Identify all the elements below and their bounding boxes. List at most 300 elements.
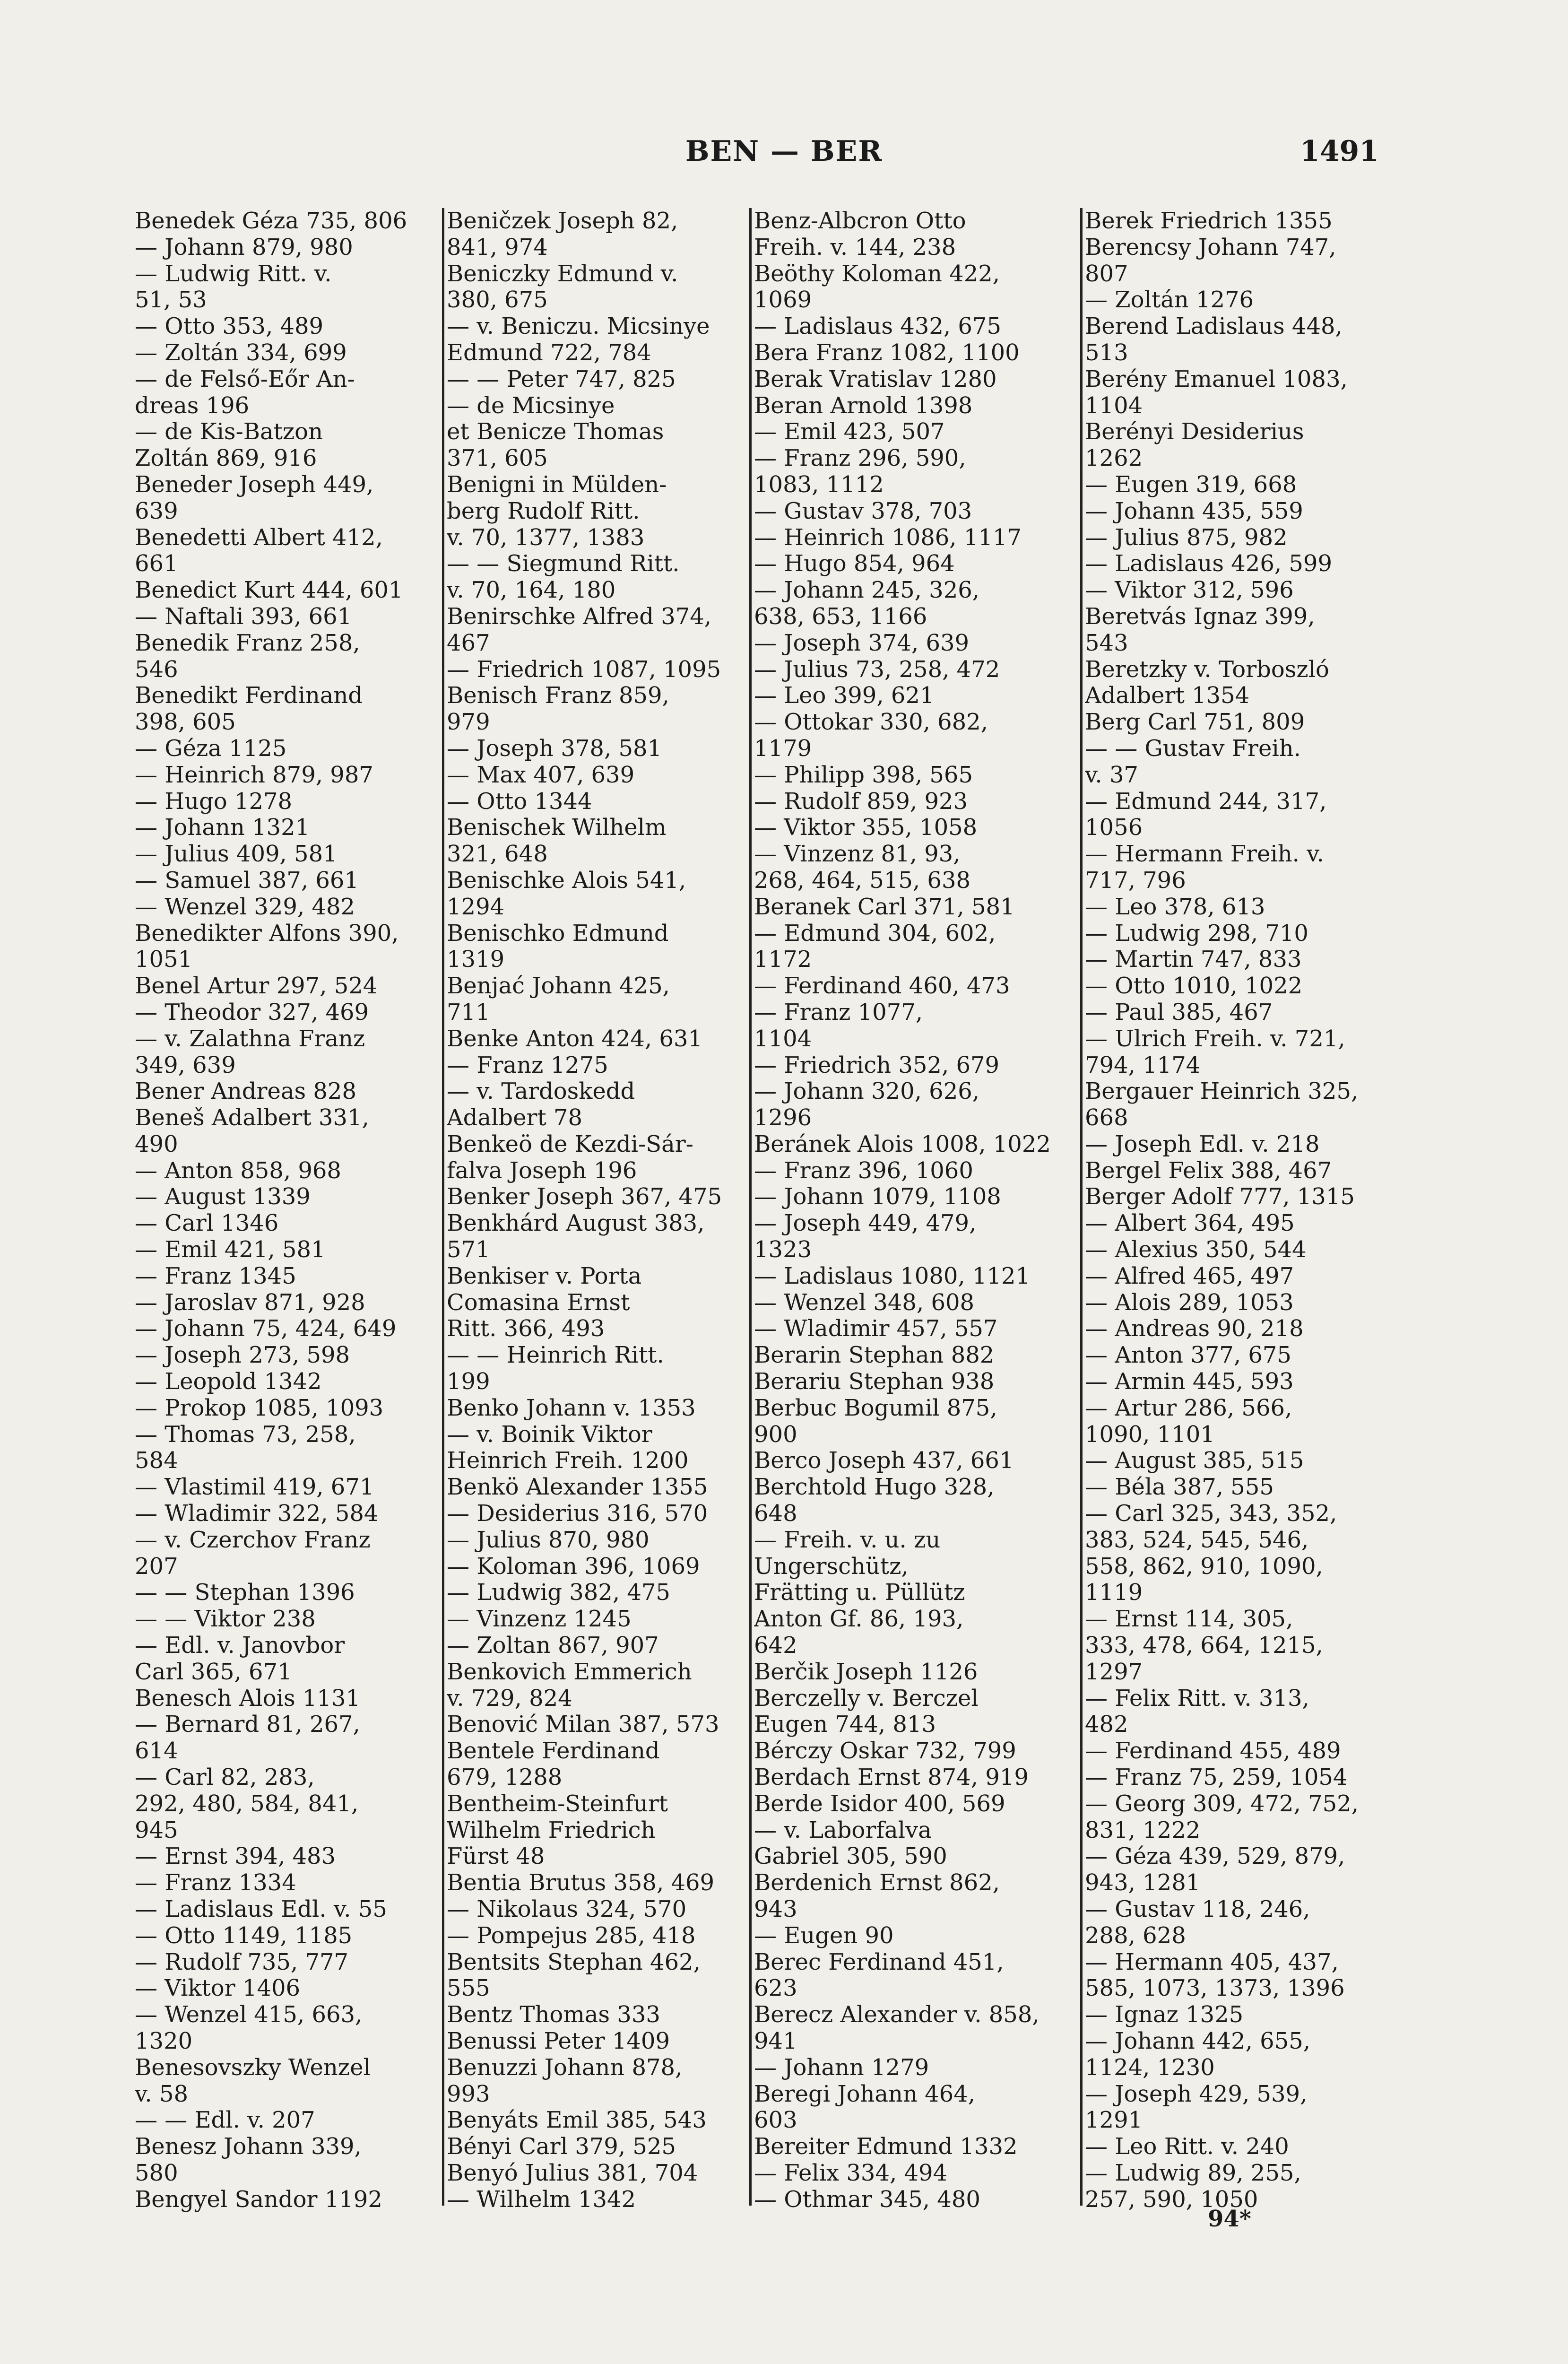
entry-line: 648 bbox=[754, 1501, 797, 1527]
entry-line: — Vinzenz 1245 bbox=[447, 1606, 632, 1633]
entry-line: — Ignaz 1325 bbox=[1085, 2002, 1244, 2028]
entry-line: 371, 605 bbox=[447, 445, 548, 472]
entry-line: — Johann 1079, 1108 bbox=[754, 1184, 1001, 1210]
entry-line: — Ludwig 382, 475 bbox=[447, 1580, 670, 1606]
entry-line: 333, 478, 664, 1215, bbox=[1085, 1633, 1323, 1659]
page-number: 1491 bbox=[1300, 135, 1379, 168]
entry-line: — Edl. v. Janovbor bbox=[135, 1633, 345, 1659]
entry-line: — Zoltán 334, 699 bbox=[135, 339, 347, 366]
entry-line: 199 bbox=[447, 1369, 490, 1395]
entry-line: 1320 bbox=[135, 2028, 193, 2054]
entry-line: — Anton 377, 675 bbox=[1085, 1342, 1291, 1369]
entry-line: — Max 407, 639 bbox=[447, 762, 635, 788]
entry-line: Berec Ferdinand 451, bbox=[754, 1949, 1004, 1975]
entry-line: falva Joseph 196 bbox=[447, 1157, 637, 1184]
entry-line: Benkiser v. Porta bbox=[447, 1263, 642, 1289]
entry-line: 513 bbox=[1085, 339, 1128, 366]
entry-line: — Johann 1321 bbox=[135, 815, 310, 841]
entry-line: Beran Arnold 1398 bbox=[754, 392, 973, 419]
entry-line: Bergauer Heinrich 325, bbox=[1085, 1078, 1359, 1105]
entry-line: — Ulrich Freih. v. 721, bbox=[1085, 1026, 1345, 1052]
entry-line: 979 bbox=[447, 709, 490, 736]
entry-line: 807 bbox=[1085, 261, 1128, 287]
entry-line: Ungerschütz, bbox=[754, 1553, 909, 1580]
entry-line: — Alfred 465, 497 bbox=[1085, 1263, 1294, 1289]
entry-line: — Heinrich 1086, 1117 bbox=[754, 524, 1022, 551]
entry-line: 642 bbox=[754, 1633, 797, 1659]
entry-line: 383, 524, 545, 546, bbox=[1085, 1527, 1309, 1553]
entry-line: — — Edl. v. 207 bbox=[135, 2107, 315, 2134]
entry-line: Bényi Carl 379, 525 bbox=[447, 2134, 676, 2160]
entry-line: — Jaroslav 871, 928 bbox=[135, 1289, 365, 1316]
entry-line: — — Peter 747, 825 bbox=[447, 366, 676, 392]
column-2 bbox=[447, 208, 749, 2213]
entry-line: — Naftali 393, 661 bbox=[135, 603, 352, 630]
entry-line: 546 bbox=[135, 656, 178, 683]
entry-line: 1090, 1101 bbox=[1085, 1421, 1215, 1448]
running-header: BEN — BER bbox=[685, 135, 883, 168]
entry-line: — Julius 875, 982 bbox=[1085, 524, 1288, 551]
entry-line: — Johann 879, 980 bbox=[135, 234, 353, 261]
entry-line: Bengyel Sandor 1192 bbox=[135, 2186, 382, 2213]
entry-line: — Friedrich 352, 679 bbox=[754, 1052, 1000, 1078]
entry-line: Benović Milan 387, 573 bbox=[447, 1712, 719, 1738]
entry-line: Berger Adolf 777, 1315 bbox=[1085, 1184, 1355, 1210]
entry-line: Adalbert 1354 bbox=[1085, 683, 1250, 709]
entry-line: — Alois 289, 1053 bbox=[1085, 1289, 1294, 1316]
entry-line: Beretzky v. Torboszló bbox=[1085, 656, 1329, 683]
entry-line: Benedikt Ferdinand bbox=[135, 683, 363, 709]
entry-line: Benedict Kurt 444, 601 bbox=[135, 577, 403, 604]
entry-line: — — Gustav Freih. bbox=[1085, 735, 1301, 762]
entry-line: Wilhelm Friedrich bbox=[447, 1817, 656, 1843]
entry-line: v. 729, 824 bbox=[447, 1685, 572, 1712]
entry-line: — — Heinrich Ritt. bbox=[447, 1342, 664, 1369]
entry-line: — Philipp 398, 565 bbox=[754, 762, 973, 788]
entry-line: Bérczy Oskar 732, 799 bbox=[754, 1738, 1016, 1764]
entry-line: Bentsits Stephan 462, bbox=[447, 1949, 701, 1975]
entry-line: 321, 648 bbox=[447, 841, 548, 868]
entry-line: 1323 bbox=[754, 1237, 812, 1263]
entry-line: — Franz 1345 bbox=[135, 1263, 296, 1289]
entry-line: — Johann 442, 655, bbox=[1085, 2028, 1311, 2054]
entry-line: Gabriel 305, 590 bbox=[754, 1843, 947, 1870]
entry-line: Benischko Edmund bbox=[447, 920, 669, 947]
entry-line: — Franz 1334 bbox=[135, 1870, 296, 1896]
entry-line: — v. Zalathna Franz bbox=[135, 1026, 365, 1052]
entry-line: — Joseph 429, 539, bbox=[1085, 2081, 1308, 2107]
entry-line: — Felix Ritt. v. 313, bbox=[1085, 1685, 1309, 1712]
entry-line: — Eugen 90 bbox=[754, 1922, 894, 1949]
entry-line: — Viktor 312, 596 bbox=[1085, 577, 1294, 604]
entry-line: Bentz Thomas 333 bbox=[447, 2002, 660, 2028]
entry-line: 668 bbox=[1085, 1105, 1128, 1131]
entry-line: — Joseph 378, 581 bbox=[447, 735, 662, 762]
entry-line: — Wenzel 348, 608 bbox=[754, 1289, 975, 1316]
entry-line: Benel Artur 297, 524 bbox=[135, 973, 378, 999]
entry-line: 585, 1073, 1373, 1396 bbox=[1085, 1975, 1345, 2002]
entry-line: 1319 bbox=[447, 947, 505, 973]
entry-line: 1056 bbox=[1085, 815, 1143, 841]
entry-line: — Prokop 1085, 1093 bbox=[135, 1395, 384, 1421]
entry-line: Berg Carl 751, 809 bbox=[1085, 709, 1305, 736]
column-1 bbox=[135, 208, 437, 2213]
entry-line: 623 bbox=[754, 1975, 797, 2002]
entry-line: — Albert 364, 495 bbox=[1085, 1210, 1295, 1237]
entry-line: — Wladimir 322, 584 bbox=[135, 1501, 379, 1527]
entry-line: 543 bbox=[1085, 630, 1128, 656]
entry-line: 841, 974 bbox=[447, 234, 548, 261]
entry-line: — August 1339 bbox=[135, 1184, 311, 1210]
entry-line: — Ferdinand 455, 489 bbox=[1085, 1738, 1341, 1764]
entry-line: — — Siegmund Ritt. bbox=[447, 551, 680, 577]
entry-line: — Ludwig 89, 255, bbox=[1085, 2160, 1301, 2186]
entry-line: 558, 862, 910, 1090, bbox=[1085, 1553, 1323, 1580]
entry-line: — Ottokar 330, 682, bbox=[754, 709, 988, 736]
entry-line: — Wenzel 329, 482 bbox=[135, 894, 355, 920]
entry-line: Benuzzi Johann 878, bbox=[447, 2054, 683, 2081]
entry-line: 941 bbox=[754, 2028, 797, 2054]
entry-line: — Freih. v. u. zu bbox=[754, 1527, 941, 1553]
entry-line: — Vinzenz 81, 93, bbox=[754, 841, 961, 868]
entry-line: Benko Johann v. 1353 bbox=[447, 1395, 696, 1421]
entry-line: Berarin Stephan 882 bbox=[754, 1342, 995, 1369]
entry-line: et Benicze Thomas bbox=[447, 419, 664, 445]
entry-line: — Julius 73, 258, 472 bbox=[754, 656, 1000, 683]
entry-line: Beranek Carl 371, 581 bbox=[754, 894, 1015, 920]
entry-line: Comasina Ernst bbox=[447, 1289, 630, 1316]
entry-line: Benker Joseph 367, 475 bbox=[447, 1184, 722, 1210]
entry-line: 1104 bbox=[754, 1026, 812, 1052]
entry-line: — Viktor 1406 bbox=[135, 1975, 301, 2002]
entry-line: Benyáts Emil 385, 543 bbox=[447, 2107, 707, 2134]
entry-line: 614 bbox=[135, 1738, 178, 1764]
entry-line: Benisch Franz 859, bbox=[447, 683, 669, 709]
entry-line: Berak Vratislav 1280 bbox=[754, 366, 997, 392]
entry-line: Beneder Joseph 449, bbox=[135, 471, 374, 498]
entry-line: Heinrich Freih. 1200 bbox=[447, 1448, 689, 1474]
entry-line: — Felix 334, 494 bbox=[754, 2160, 948, 2186]
entry-line: 603 bbox=[754, 2107, 797, 2134]
entry-line: — Ludwig 298, 710 bbox=[1085, 920, 1308, 947]
entry-line: — Leo 399, 621 bbox=[754, 683, 935, 709]
entry-line: — Carl 325, 343, 352, bbox=[1085, 1501, 1337, 1527]
entry-line: — Bernard 81, 267, bbox=[135, 1712, 360, 1738]
entry-line: — Emil 421, 581 bbox=[135, 1237, 326, 1263]
entry-line: 292, 480, 584, 841, bbox=[135, 1790, 359, 1817]
entry-line: — — Viktor 238 bbox=[135, 1606, 316, 1633]
entry-line: Bentele Ferdinand bbox=[447, 1738, 660, 1764]
entry-line: — Leo 378, 613 bbox=[1085, 894, 1265, 920]
entry-line: — Theodor 327, 469 bbox=[135, 999, 369, 1026]
entry-line: Benkö Alexander 1355 bbox=[447, 1474, 708, 1501]
column-4 bbox=[1085, 208, 1387, 2213]
entry-line: 711 bbox=[447, 999, 490, 1026]
entry-line: Bergel Felix 388, 467 bbox=[1085, 1157, 1332, 1184]
entry-line: — Nikolaus 324, 570 bbox=[447, 1896, 687, 1922]
entry-line: — Gustav 118, 246, bbox=[1085, 1896, 1310, 1922]
entry-line: Anton Gf. 86, 193, bbox=[754, 1606, 964, 1633]
entry-line: 943 bbox=[754, 1896, 797, 1922]
entry-line: — Ludwig Ritt. v. bbox=[135, 261, 332, 287]
entry-line: — Edmund 304, 602, bbox=[754, 920, 996, 947]
entry-line: Beneš Adalbert 331, bbox=[135, 1105, 369, 1131]
entry-line: 679, 1288 bbox=[447, 1764, 563, 1791]
entry-line: v. 70, 1377, 1383 bbox=[447, 524, 645, 551]
entry-line: — Ladislaus 1080, 1121 bbox=[754, 1263, 1031, 1289]
entry-line: 571 bbox=[447, 1237, 490, 1263]
entry-line: Frätting u. Püllütz bbox=[754, 1580, 965, 1606]
entry-line: — Johann 245, 326, bbox=[754, 577, 980, 604]
entry-line: Zoltán 869, 916 bbox=[135, 445, 317, 472]
entry-line: — Otto 1149, 1185 bbox=[135, 1922, 353, 1949]
entry-line: Berek Friedrich 1355 bbox=[1085, 208, 1333, 234]
entry-line: — Thomas 73, 258, bbox=[135, 1421, 356, 1448]
entry-line: — Leopold 1342 bbox=[135, 1369, 322, 1395]
entry-line: — Wladimir 457, 557 bbox=[754, 1316, 998, 1342]
entry-line: — v. Beniczu. Micsinye bbox=[447, 313, 710, 340]
entry-line: — Ernst 114, 305, bbox=[1085, 1606, 1293, 1633]
entry-line: — Koloman 396, 1069 bbox=[447, 1553, 700, 1580]
entry-line: — Zoltan 867, 907 bbox=[447, 1633, 659, 1659]
entry-line: — v. Boinik Viktor bbox=[447, 1421, 652, 1448]
entry-line: — Wenzel 415, 663, bbox=[135, 2002, 363, 2028]
entry-line: Berényi Desiderius bbox=[1085, 419, 1304, 445]
entry-line: — Carl 1346 bbox=[135, 1210, 279, 1237]
column-divider bbox=[749, 208, 752, 2206]
entry-line: dreas 196 bbox=[135, 392, 250, 419]
column-divider bbox=[442, 208, 444, 2206]
entry-line: — Julius 409, 581 bbox=[135, 841, 338, 868]
entry-line: 584 bbox=[135, 1448, 178, 1474]
entry-line: Benjać Johann 425, bbox=[447, 973, 670, 999]
entry-line: — Otto 1344 bbox=[447, 788, 592, 815]
entry-line: Berdach Ernst 874, 919 bbox=[754, 1764, 1029, 1791]
entry-line: 1124, 1230 bbox=[1085, 2054, 1215, 2081]
entry-line: Eugen 744, 813 bbox=[754, 1712, 936, 1738]
entry-line: — Samuel 387, 661 bbox=[135, 867, 359, 894]
entry-line: 1262 bbox=[1085, 445, 1143, 472]
entry-line: Carl 365, 671 bbox=[135, 1659, 292, 1685]
entry-line: — Ladislaus Edl. v. 55 bbox=[135, 1896, 387, 1922]
entry-line: 555 bbox=[447, 1975, 490, 2002]
entry-line: 490 bbox=[135, 1131, 178, 1157]
entry-line: v. 37 bbox=[1085, 762, 1139, 788]
entry-line: — Anton 858, 968 bbox=[135, 1157, 341, 1184]
entry-line: Beniczky Edmund v. bbox=[447, 261, 678, 287]
entry-line: 1051 bbox=[135, 947, 193, 973]
entry-line: Berčik Joseph 1126 bbox=[754, 1659, 978, 1685]
entry-line: — Géza 1125 bbox=[135, 735, 287, 762]
entry-line: Benz-Albcron Otto bbox=[754, 208, 966, 234]
entry-line: Beránek Alois 1008, 1022 bbox=[754, 1131, 1051, 1157]
entry-line: berg Rudolf Ritt. bbox=[447, 498, 640, 524]
entry-line: — Otto 353, 489 bbox=[135, 313, 324, 340]
entry-line: — v. Laborfalva bbox=[754, 1817, 932, 1843]
entry-line: — v. Czerchov Franz bbox=[135, 1527, 371, 1553]
entry-line: — Johann 435, 559 bbox=[1085, 498, 1303, 524]
entry-line: Berde Isidor 400, 569 bbox=[754, 1790, 1005, 1817]
entry-line: Benesovszky Wenzel bbox=[135, 2054, 371, 2081]
entry-line: Berczelly v. Berczel bbox=[754, 1685, 979, 1712]
entry-line: — Franz 1275 bbox=[447, 1052, 608, 1078]
entry-line: Benesz Johann 339, bbox=[135, 2134, 362, 2160]
entry-line: — Ernst 394, 483 bbox=[135, 1843, 336, 1870]
entry-line: Freih. v. 144, 238 bbox=[754, 234, 956, 261]
signature-mark: 94* bbox=[1208, 2206, 1251, 2232]
entry-line: — Johann 320, 626, bbox=[754, 1078, 980, 1105]
entry-line: Edmund 722, 784 bbox=[447, 339, 651, 366]
entry-line: — de Micsinye bbox=[447, 392, 615, 419]
entry-line: Bentia Brutus 358, 469 bbox=[447, 1870, 715, 1896]
entry-line: — Otto 1010, 1022 bbox=[1085, 973, 1303, 999]
entry-line: — Géza 439, 529, 879, bbox=[1085, 1843, 1345, 1870]
entry-line: 900 bbox=[754, 1421, 797, 1448]
entry-line: 349, 639 bbox=[135, 1052, 236, 1078]
entry-line: — Hugo 854, 964 bbox=[754, 551, 955, 577]
entry-line: Berény Emanuel 1083, bbox=[1085, 366, 1348, 392]
column-3 bbox=[754, 208, 1057, 2213]
entry-line: 831, 1222 bbox=[1085, 1817, 1201, 1843]
entry-line: Berco Joseph 437, 661 bbox=[754, 1448, 1014, 1474]
entry-line: 1069 bbox=[754, 287, 812, 313]
entry-line: 580 bbox=[135, 2160, 178, 2186]
entry-line: Berbuc Bogumil 875, bbox=[754, 1395, 997, 1421]
entry-line: 51, 53 bbox=[135, 287, 207, 313]
entry-line: Benkovich Emmerich bbox=[447, 1659, 692, 1685]
entry-line: — Joseph 273, 598 bbox=[135, 1342, 350, 1369]
entry-line: — Rudolf 735, 777 bbox=[135, 1949, 349, 1975]
entry-line: — Edmund 244, 317, bbox=[1085, 788, 1327, 815]
entry-line: Benischek Wilhelm bbox=[447, 815, 667, 841]
entry-line: — Viktor 355, 1058 bbox=[754, 815, 978, 841]
entry-line: 1179 bbox=[754, 735, 812, 762]
column-divider bbox=[1080, 208, 1083, 2206]
entry-line: 945 bbox=[135, 1817, 178, 1843]
entry-line: Benkhárd August 383, bbox=[447, 1210, 705, 1237]
entry-line: — Georg 309, 472, 752, bbox=[1085, 1790, 1359, 1817]
entry-line: Beöthy Koloman 422, bbox=[754, 261, 1000, 287]
entry-line: — Franz 1077, bbox=[754, 999, 923, 1026]
entry-line: 1104 bbox=[1085, 392, 1143, 419]
entry-line: 268, 464, 515, 638 bbox=[754, 867, 971, 894]
entry-line: — Desiderius 316, 570 bbox=[447, 1501, 708, 1527]
entry-line: — Franz 75, 259, 1054 bbox=[1085, 1764, 1348, 1791]
entry-line: 467 bbox=[447, 630, 490, 656]
entry-line: Benedetti Albert 412, bbox=[135, 524, 383, 551]
entry-line: 1294 bbox=[447, 894, 505, 920]
entry-line: Ritt. 366, 493 bbox=[447, 1316, 605, 1342]
entry-line: Beretvás Ignaz 399, bbox=[1085, 603, 1315, 630]
entry-line: — Ferdinand 460, 473 bbox=[754, 973, 1010, 999]
entry-line: Benirschke Alfred 374, bbox=[447, 603, 712, 630]
entry-line: Benyó Julius 381, 704 bbox=[447, 2160, 698, 2186]
entry-line: — Wilhelm 1342 bbox=[447, 2186, 636, 2213]
entry-line: — v. Tardoskedd bbox=[447, 1078, 635, 1105]
entry-line: — Ladislaus 426, 599 bbox=[1085, 551, 1332, 577]
entry-line: — de Kis-Batzon bbox=[135, 419, 323, 445]
entry-line: Benke Anton 424, 631 bbox=[447, 1026, 703, 1052]
entry-line: — Zoltán 1276 bbox=[1085, 287, 1254, 313]
entry-line: Berchtold Hugo 328, bbox=[754, 1474, 995, 1501]
entry-line: 1172 bbox=[754, 947, 812, 973]
entry-line: 794, 1174 bbox=[1085, 1052, 1201, 1078]
entry-line: 1119 bbox=[1085, 1580, 1143, 1606]
entry-line: — Friedrich 1087, 1095 bbox=[447, 656, 721, 683]
entry-line: Benesch Alois 1131 bbox=[135, 1685, 360, 1712]
entry-line: 482 bbox=[1085, 1712, 1128, 1738]
entry-line: — Alexius 350, 544 bbox=[1085, 1237, 1307, 1263]
entry-line: — Andreas 90, 218 bbox=[1085, 1316, 1304, 1342]
entry-line: 257, 590, 1050 bbox=[1085, 2186, 1258, 2213]
entry-line: — Joseph Edl. v. 218 bbox=[1085, 1131, 1320, 1157]
entry-line: — Martin 747, 833 bbox=[1085, 947, 1302, 973]
entry-line: 638, 653, 1166 bbox=[754, 603, 927, 630]
entry-line: — Gustav 378, 703 bbox=[754, 498, 972, 524]
entry-line: Bener Andreas 828 bbox=[135, 1078, 356, 1105]
entry-line: 717, 796 bbox=[1085, 867, 1186, 894]
entry-line: 661 bbox=[135, 551, 178, 577]
entry-line: Benigni in Mülden- bbox=[447, 471, 667, 498]
entry-line: 639 bbox=[135, 498, 178, 524]
entry-line: — Emil 423, 507 bbox=[754, 419, 945, 445]
entry-line: 993 bbox=[447, 2081, 490, 2107]
entry-line: Berencsy Johann 747, bbox=[1085, 234, 1336, 261]
entry-line: — Paul 385, 467 bbox=[1085, 999, 1273, 1026]
entry-line: — Armin 445, 593 bbox=[1085, 1369, 1294, 1395]
entry-line: — Béla 387, 555 bbox=[1085, 1474, 1274, 1501]
entry-line: Benedik Franz 258, bbox=[135, 630, 360, 656]
entry-line: — Johann 75, 424, 649 bbox=[135, 1316, 397, 1342]
entry-line: 1296 bbox=[754, 1105, 812, 1131]
entry-line: 943, 1281 bbox=[1085, 1870, 1201, 1896]
entry-line: — Johann 1279 bbox=[754, 2054, 929, 2081]
entry-line: — Vlastimil 419, 671 bbox=[135, 1474, 374, 1501]
entry-line: Berariu Stephan 938 bbox=[754, 1369, 995, 1395]
entry-line: 207 bbox=[135, 1553, 178, 1580]
entry-line: Benedek Géza 735, 806 bbox=[135, 208, 407, 234]
entry-line: — Rudolf 859, 923 bbox=[754, 788, 968, 815]
entry-line: 380, 675 bbox=[447, 287, 548, 313]
entry-line: 398, 605 bbox=[135, 709, 236, 736]
entry-line: Bereiter Edmund 1332 bbox=[754, 2134, 1018, 2160]
entry-line: — Joseph 374, 639 bbox=[754, 630, 970, 656]
entry-line: v. 58 bbox=[135, 2081, 189, 2107]
entry-line: Benkeö de Kezdi-Sár- bbox=[447, 1131, 693, 1157]
entry-line: — de Felső-Eőr An- bbox=[135, 366, 355, 392]
entry-line: Fürst 48 bbox=[447, 1843, 545, 1870]
entry-line: — Heinrich 879, 987 bbox=[135, 762, 373, 788]
entry-line: — Ladislaus 432, 675 bbox=[754, 313, 1001, 340]
entry-line: — Eugen 319, 668 bbox=[1085, 471, 1297, 498]
entry-line: 1083, 1112 bbox=[754, 471, 884, 498]
entry-line: Benischke Alois 541, bbox=[447, 867, 686, 894]
entry-line: — Franz 396, 1060 bbox=[754, 1157, 973, 1184]
entry-line: — Carl 82, 283, bbox=[135, 1764, 315, 1791]
entry-line: Berdenich Ernst 862, bbox=[754, 1870, 1000, 1896]
entry-line: Bera Franz 1082, 1100 bbox=[754, 339, 1020, 366]
entry-line: 1291 bbox=[1085, 2107, 1143, 2134]
entry-line: — Othmar 345, 480 bbox=[754, 2186, 980, 2213]
entry-line: — Hermann 405, 437, bbox=[1085, 1949, 1339, 1975]
entry-line: Beregi Johann 464, bbox=[754, 2081, 975, 2107]
entry-line: Berecz Alexander v. 858, bbox=[754, 2002, 1040, 2028]
entry-line: — August 385, 515 bbox=[1085, 1448, 1304, 1474]
entry-line: — — Stephan 1396 bbox=[135, 1580, 355, 1606]
entry-line: — Hermann Freih. v. bbox=[1085, 841, 1324, 868]
entry-line: Beničzek Joseph 82, bbox=[447, 208, 678, 234]
entry-line: — Pompejus 285, 418 bbox=[447, 1922, 696, 1949]
